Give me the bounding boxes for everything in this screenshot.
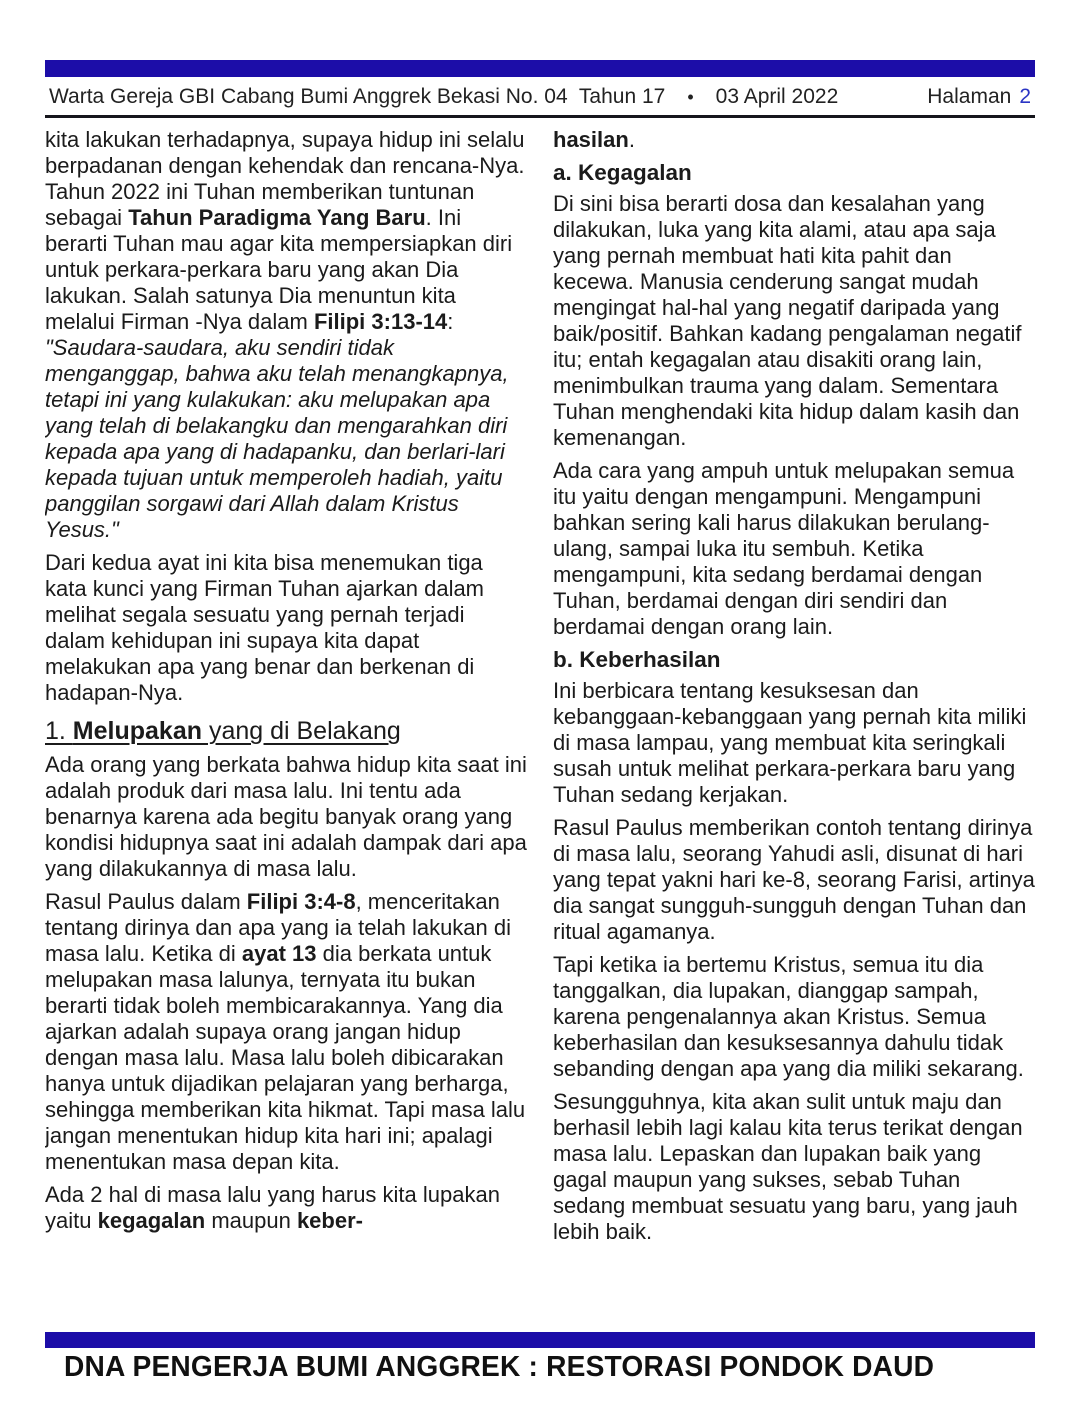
paragraph bbox=[45, 889, 527, 1175]
text-run: Filipi 3:13-14 bbox=[313, 309, 448, 334]
subheading bbox=[553, 160, 1035, 186]
text-run: hasilan bbox=[553, 127, 629, 152]
paragraph bbox=[553, 127, 1035, 153]
right-column bbox=[553, 127, 1035, 1323]
text-run: "Saudara-saudara, aku sendiri tidak menganggap, bahwa aku telah menangkapnya, tetapi ini yang kulakukan: aku melupakan apa yang telah di belakangku dan mengarahkan diri kepada apa yang di hadapanku, dan berlari-lari kepada tujuan untuk memperoleh hadiah, yaitu panggilan sorgawi dari Allah dalam Kristus Yesus." bbox=[45, 335, 509, 542]
bottom-accent-bar bbox=[45, 1332, 1035, 1348]
footer-banner bbox=[64, 1351, 934, 1384]
text-run: a. Kegagalan bbox=[553, 160, 692, 185]
text-run: kita lakukan terhadapnya, supaya hidup ini selalu berpadanan dengan kehendak dan rencana-Nya. Tahun 2022 ini Tuhan memberikan tuntunan sebagai bbox=[45, 127, 525, 230]
text-run: dia berkata untuk melupakan masa lalunya, ternyata itu bukan berarti tidak boleh membicarakannya. Yang dia ajarkan adalah supaya orang jangan hidup dengan masa lalu. Masa lalu boleh dibicarakan hanya untuk dijadikan pelajaran yang berharga, sehingga memberikan kita hikmat. Tapi masa lalu jangan menentukan hidup kita hari ini; apalagi menentukan masa depan kita. bbox=[45, 941, 526, 1174]
footer-banner-text: DNA PENGERJA BUMI ANGGREK : RESTORASI PONDOK DAUD bbox=[64, 1351, 935, 1383]
text-run: . Ini berarti Tuhan mau agar kita mempersiapkan diri untuk perkara-perkara baru yang akan Dia lakukan. Salah satunya Dia menuntun kita melalui Firman -Nya dalam bbox=[45, 205, 513, 334]
text-run: keber- bbox=[296, 1208, 363, 1233]
text-run: Melupakan bbox=[72, 717, 202, 745]
text-run: : bbox=[447, 309, 454, 334]
header-left bbox=[49, 85, 838, 109]
paragraph bbox=[553, 191, 1035, 451]
paragraph bbox=[45, 550, 527, 706]
text-run: Rasul Paulus memberikan contoh tentang dirinya di masa lalu, seorang Yahudi asli, disunat di hari yang tepat yakni hari ke-8, seorang Farisi, artinya dia sangat sungguh-sungguh dengan Tuhan dan ritual agamanya. bbox=[553, 815, 1035, 944]
text-run: yang di Belakang bbox=[202, 717, 401, 745]
text-run: Ada orang yang berkata bahwa hidup kita saat ini adalah produk dari masa lalu. Ini tentu ada benarnya karena ada begitu banyak orang yang kondisi hidupnya saat ini adalah dampak dari apa yang dilakukannya di masa lalu. bbox=[45, 752, 527, 881]
text-run: . bbox=[628, 127, 635, 152]
text-run: Filipi 3:4-8 bbox=[246, 889, 356, 914]
paragraph bbox=[553, 1089, 1035, 1245]
paragraph bbox=[553, 458, 1035, 640]
paragraph bbox=[45, 127, 527, 543]
bullet-separator-icon: • bbox=[687, 86, 694, 107]
paragraph bbox=[45, 752, 527, 882]
article-body bbox=[45, 118, 1035, 1323]
page-indicator bbox=[927, 85, 1031, 109]
text-run: Ini berbicara tentang kesuksesan dan kebanggaan-kebanggaan yang pernah kita miliki di masa lampau, yang membuat kita seringkali susah untuk melihat perkara-perkara baru yang Tuhan sedang kerjakan. bbox=[553, 678, 1027, 807]
text-run: Rasul Paulus dalam bbox=[45, 889, 247, 914]
text-run: ayat 13 bbox=[241, 941, 317, 966]
newsletter-title: Warta Gereja GBI Cabang Bumi Anggrek Bekasi No. 04 Tahun 17 bbox=[49, 85, 666, 108]
text-run: 1. bbox=[45, 717, 73, 745]
text-run: maupun bbox=[205, 1208, 297, 1233]
top-accent-bar bbox=[45, 60, 1035, 77]
issue-date: 03 April 2022 bbox=[715, 85, 839, 108]
text-run: , menceritakan tentang dirinya dan apa yang ia telah lakukan di masa lalu. Ketika di bbox=[45, 889, 512, 966]
left-column bbox=[45, 127, 527, 1323]
section-heading bbox=[45, 717, 527, 745]
text-run: b. Keberhasilan bbox=[553, 647, 721, 672]
paragraph bbox=[45, 1182, 527, 1234]
page-label: Halaman bbox=[927, 85, 1012, 108]
page-number: 2 bbox=[1019, 85, 1031, 108]
paragraph bbox=[553, 952, 1035, 1082]
subheading bbox=[553, 647, 1035, 673]
paragraph bbox=[553, 678, 1035, 808]
text-run: Tapi ketika ia bertemu Kristus, semua itu dia tanggalkan, dia lupakan, dianggap sampah, karena pengenalannya akan Kristus. Semua keberhasilan dan kesuksesannya dahulu tidak sebanding dengan apa yang dia miliki sekarang. bbox=[553, 952, 1024, 1081]
header bbox=[45, 77, 1035, 115]
paragraph bbox=[553, 815, 1035, 945]
text-run: Sesungguhnya, kita akan sulit untuk maju dan berhasil lebih lagi kalau kita terus terikat dengan masa lalu. Lepaskan dan lupakan baik yang gagal maupun yang sukses, sebab Tuhan sedang membuat sesuatu yang baru, yang jauh lebih baik. bbox=[553, 1089, 1023, 1244]
text-run: Di sini bisa berarti dosa dan kesalahan yang dilakukan, luka yang kita alami, atau apa saja yang pernah membuat hati kita pahit dan kecewa. Manusia cenderung sangat mudah mengingat hal-hal yang negatif daripada yang baik/positif. Bahkan kadang pengalaman negatif itu; entah kegagalan atau disakiti orang lain, menimbulkan trauma yang dalam. Sementara Tuhan menghendaki kita hidup dalam kasih dan kemenangan. bbox=[553, 191, 1022, 450]
text-run: Ada cara yang ampuh untuk melupakan semua itu yaitu dengan mengampuni. Mengampuni bahkan sering kali harus dilakukan berulang-ulang, sampai luka itu sembuh. Ketika mengampuni, kita sedang berdamai dengan Tuhan, berdamai dengan diri sendiri dan berdamai dengan orang lain. bbox=[553, 458, 1015, 639]
text-run: kegagalan bbox=[97, 1208, 206, 1233]
text-run: Tahun Paradigma Yang Baru bbox=[128, 205, 426, 230]
text-run: Ada 2 hal di masa lalu yang harus kita lupakan yaitu bbox=[45, 1182, 500, 1233]
text-run: Dari kedua ayat ini kita bisa menemukan tiga kata kunci yang Firman Tuhan ajarkan dalam melihat segala sesuatu yang pernah terjadi dalam kehidupan ini supaya kita dapat melakukan apa yang benar dan berkenan di hadapan-Nya. bbox=[45, 550, 485, 705]
